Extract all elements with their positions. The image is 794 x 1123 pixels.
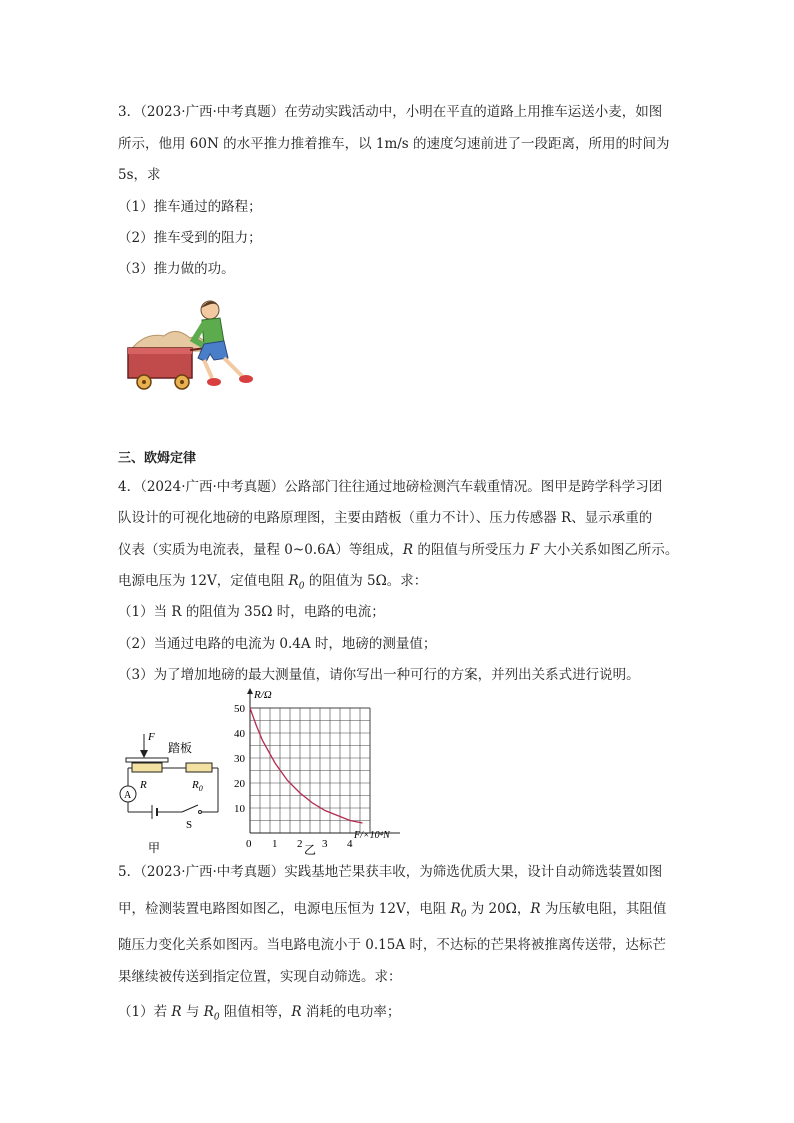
y-tick-label: 40 xyxy=(234,728,245,740)
q5-line3: 随压力变化关系如图丙。当电路电流小于 0.15A 时，不达标的芒果将被推离传送带，达标芒 xyxy=(118,937,666,953)
q5-line1: 5．（2023·广西·中考真题）实践基地芒果获丰收，为筛选优质大果，设计自动筛选装置如图 xyxy=(118,864,663,880)
R-label: R xyxy=(140,779,147,791)
circuit-diagram xyxy=(112,728,232,856)
x-tick-label: 3 xyxy=(322,838,328,850)
q3-sub1: （1）推车通过的路程； xyxy=(118,199,262,215)
q4-line3: 仪表（实质为电流表，量程 0~0.6A）等组成，R 的阻值与所受压力 F 大小关系如图乙所示。 xyxy=(118,542,679,558)
y-tick-label: 20 xyxy=(234,778,245,790)
x-tick-label: 4 xyxy=(347,838,353,850)
pedal-label: 踏板 xyxy=(168,741,193,755)
y-tick-label: 10 xyxy=(234,803,245,815)
y-tick-label: 50 xyxy=(234,703,245,715)
y-tick-label: 30 xyxy=(234,753,245,765)
x-tick-label: 1 xyxy=(272,838,278,850)
resistance-force-graph xyxy=(228,686,414,858)
q3-line1: 3．（2023·广西·中考真题）在劳动实践活动中，小明在平直的道路上用推车运送小麦，如图 xyxy=(118,104,663,120)
R0-label: $R_0$ xyxy=(192,779,203,793)
q5-line2: 甲，检测装置电路图如图乙，电源电压恒为 12V，电阻 $R_0$ 为 20Ω，R 为压敏电阻，其阻值 xyxy=(118,901,667,920)
x-tick-label: 0 xyxy=(246,838,252,850)
q4-sub1: （1）当 R 的阻值为 35Ω 时，电路的电流； xyxy=(118,604,385,620)
q4-line2: 队设计的可视化地磅的电路原理图，主要由踏板（重力不计）、压力传感器 R、显示承重的 xyxy=(118,510,653,526)
q3-line2: 所示，他用 60N 的水平推力推着推车，以 1m/s 的速度匀速前进了一段距离，所用的时间为 xyxy=(118,136,670,152)
q4-line4: 电源电压为 12V，定值电阻 $R_0$ 的阻值为 5Ω。求： xyxy=(118,573,428,592)
force-label: F xyxy=(148,731,155,743)
switch-label: S xyxy=(186,819,193,831)
q5-sub1: （1）若 R 与 $R_0$ 阻值相等，R 消耗的电功率； xyxy=(118,1004,401,1023)
x-axis-label: F/×10⁴N xyxy=(354,830,390,841)
boy-pushing-cart-illustration xyxy=(124,296,262,396)
section-title: 三、欧姆定律 xyxy=(118,451,197,466)
y-axis-label: R/Ω xyxy=(254,689,272,701)
circuit-caption: 甲 xyxy=(148,841,161,855)
q4-line1: 4．（2024·广西·中考真题）公路部门往往通过地磅检测汽车载重情况。图甲是跨学科学习团 xyxy=(118,479,663,495)
q3-sub2: （2）推车受到的阻力； xyxy=(118,230,262,246)
x-tick-label: 2 xyxy=(297,838,303,850)
q5-line4: 果继续被传送到指定位置，实现自动筛选。求： xyxy=(118,969,402,985)
graph-caption: 乙 xyxy=(304,843,317,857)
graph-grid xyxy=(250,708,370,833)
q4-sub2: （2）当通过电路的电流为 0.4A 时，地磅的测量值； xyxy=(118,636,437,652)
q3-line3: 5s，求 xyxy=(118,167,161,183)
ammeter-label: A xyxy=(124,790,132,801)
q4-sub3: （3）为了增加地磅的最大测量值，请你写出一种可行的方案，并列出关系式进行说明。 xyxy=(118,667,640,683)
q3-sub3: （3）推力做的功。 xyxy=(118,261,235,277)
data-curve xyxy=(250,708,363,823)
